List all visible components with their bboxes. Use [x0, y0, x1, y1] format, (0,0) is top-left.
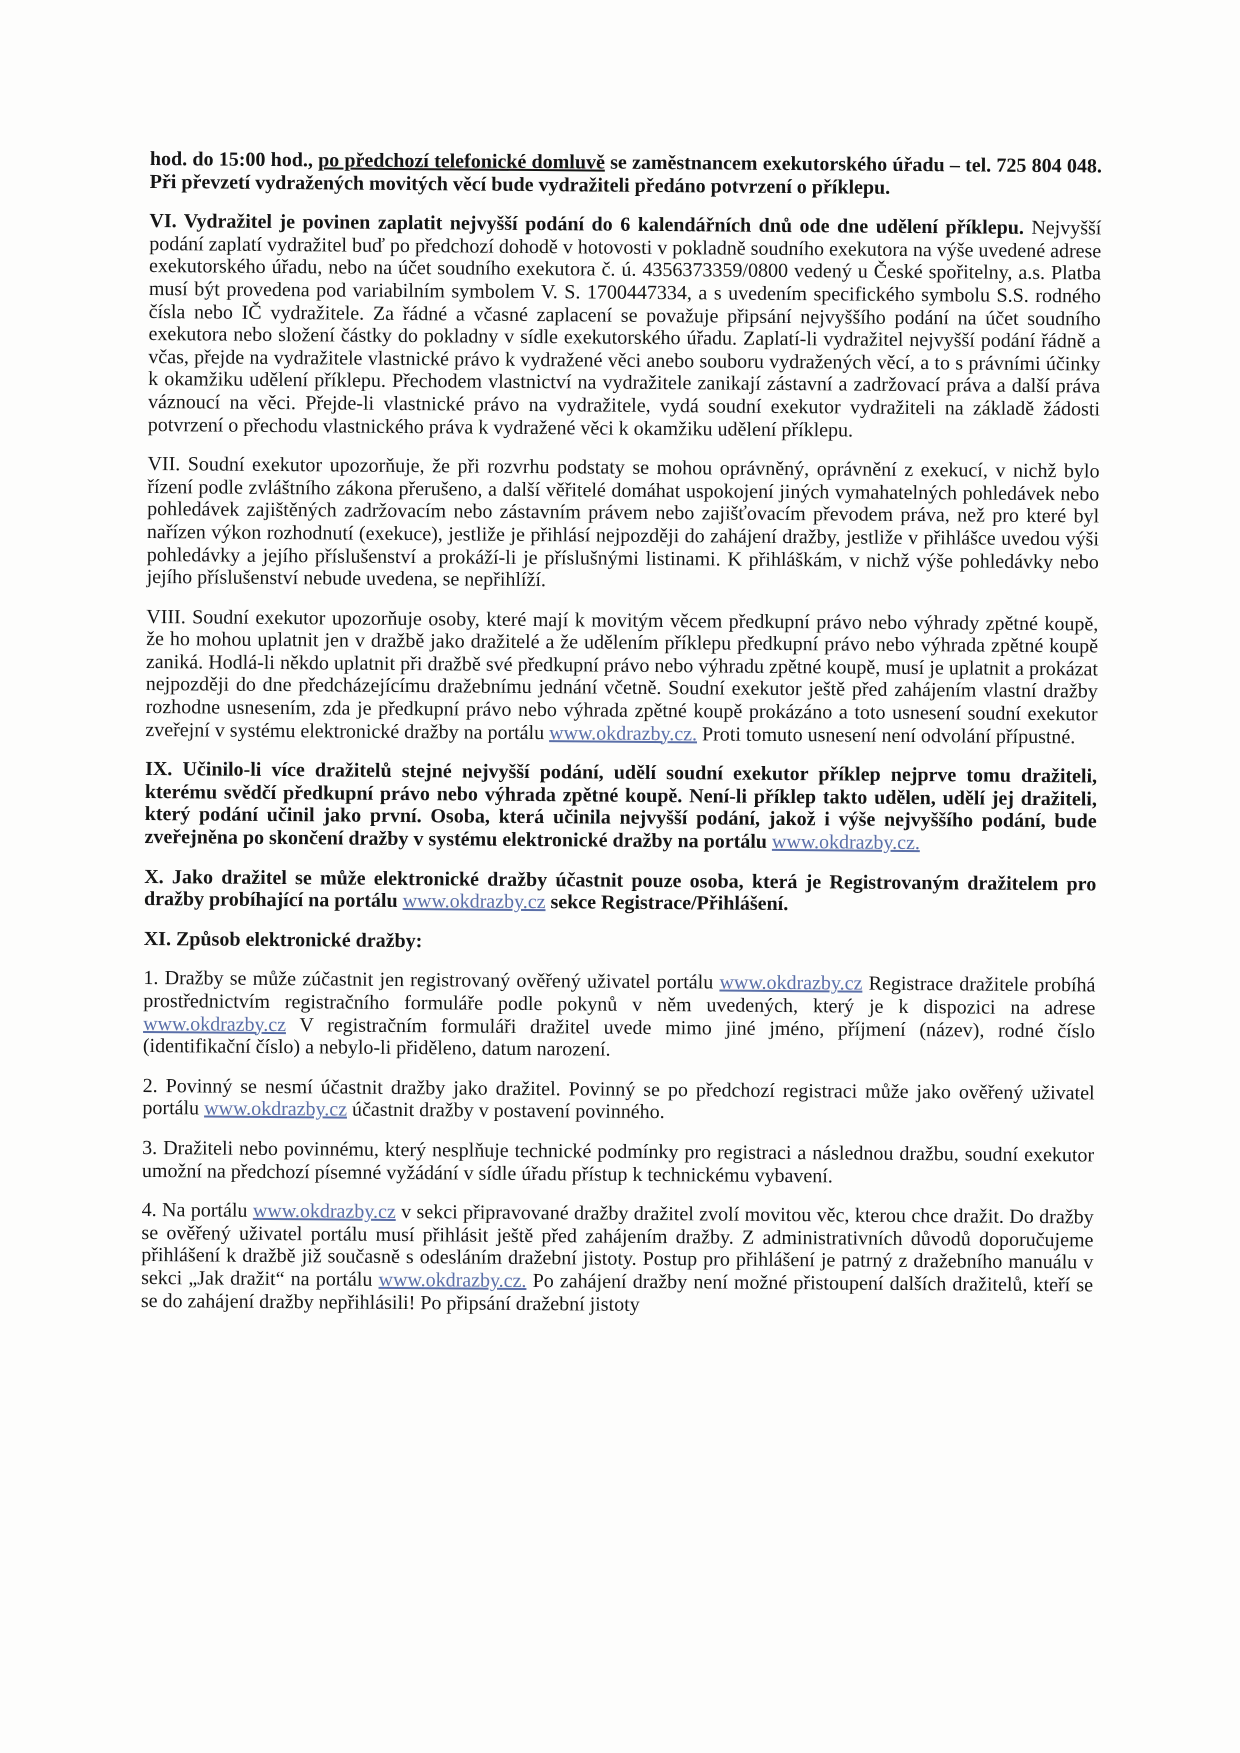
- xi-4-text: 4. Na portálu: [141, 1199, 253, 1222]
- section-ix-text: IX. Učinilo-li více dražitelů stejné nejvyšší podání, udělí soudní exekutor příklep nejprve tomu dražiteli, kterému svědčí předkupní právo nebo výhrada zpětné koupě. Není-li příklep takto udělen, udělí jej dražiteli, který podání učinil jako první. Osoba, která učinila nejvyšší podání, jakož i výše nejvyššího podání, bude zveřejněna po skončení dražby v systému elektronické dražby na portálu: [144, 758, 1098, 853]
- section-ix: [144, 758, 1097, 856]
- paragraph-pickup: [150, 148, 1102, 201]
- section-xi-item-2: [142, 1075, 1094, 1128]
- link-okdrazby-xi4b[interactable]: www.okdrazby.cz.: [378, 1268, 527, 1292]
- xi-1-text-2: Registrace dražitele probíhá prostřednictvím registračního formuláře podle pokynů v něm uvedených, který je k dispozici na adrese: [143, 973, 1096, 1020]
- section-vi-title: VI. Vydražitel je povinen zaplatit nejvyšší podání do 6 kalendářních dnů ode dne udělení příklepu.: [149, 210, 1024, 240]
- xi-1-text-3: V registračním formuláři dražitel uvede mimo jiné jméno, příjmení (název), rodné číslo (identifikační číslo) a nebylo-li přiděleno, datum narození.: [142, 1013, 1096, 1061]
- xi-4-text-2: v sekci připravované dražby dražitel zvolí movitou věc, kterou chce dražit. Do dražby se ověřený uživatel portálu musí přihlásit ještě před zahájením dražby. Z administrativních důvodů doporučujeme přihlášení k dražbě již současně s odesláním dražební jistoty. Postup pro přihlášení je patrný z dražebního manuálu v sekci „Jak dražit“ na portálu: [141, 1201, 1094, 1291]
- xi-1-text: 1. Dražby se může zúčastnit jen registrovaný ověřený uživatel portálu: [143, 967, 720, 994]
- link-okdrazby-xi4a[interactable]: www.okdrazby.cz: [252, 1199, 396, 1224]
- section-viii-end: Proti tomuto usnesení není odvolání přípustné.: [696, 722, 1076, 748]
- document-body: [141, 148, 1102, 1320]
- xi-2-text-2: účastnit dražby v postavení povinného.: [346, 1098, 665, 1124]
- section-viii-text: VIII. Soudní exekutor upozorňuje osoby, které mají k movitým věcem předkupní právo nebo výhrady zpětné koupě, že ho mohou uplatnit jen v dražbě jako dražitelé a že udělením příklepu předkupní právo nebo výhrada zpětné koupě zaniká. Hodlá-li někdo uplatnit při dražbě své předkupní právo nebo výhradu zpětné koupě, musí je uplatnit a prokázat nejpozději do dne předcházejícímu dražebnímu jednání včetně. Soudní exekutor ještě před zahájením vlastní dražby rozhodne usnesením, zda je předkupní právo nebo výhrada zpětné koupě prokázáno a toto usnesení soudní exekutor zveřejní v systému elektronické dražby na portálu: [145, 605, 1099, 744]
- section-xi-item-1: [143, 967, 1096, 1065]
- section-xi-item-3: 3. Dražiteli nebo povinnému, který nesplňuje technické podmínky pro registraci a následnou dražbu, soudní exekutor umožní na předchozí písemné vyžádání v sídle úřadu přístup k technickému vybavení.: [141, 1136, 1095, 1187]
- link-okdrazby-viii[interactable]: www.okdrazby.cz.: [549, 721, 698, 745]
- link-okdrazby-xi1b[interactable]: www.okdrazby.cz: [143, 1012, 287, 1036]
- section-vi: [148, 210, 1102, 443]
- xi-4-text-3: Po zahájení dražby není možné přistoupení dalších dražitelů, kteří se se do zahájení dražby nepřihlásili! Po připsání dražební jistoty: [140, 1269, 1094, 1316]
- pickup-contact: se zaměstnancem exekutorského úřadu – tel. 725 804 048. Při převzetí vydražených movitých věcí bude vydražiteli předáno potvrzení o příklepu.: [149, 151, 1102, 199]
- section-x-text: X. Jako dražitel se může elektronické dražby účastnit pouze osoba, která je Registrovaným dražitelem pro dražby probíhající na portálu: [144, 865, 1097, 913]
- xi-2-text: 2. Povinný se nesmí účastnit dražby jako dražitel. Povinný se po předchozí registraci může jako ověřený uživatel portálu: [142, 1074, 1095, 1120]
- section-vii: VII. Soudní exekutor upozorňuje, že při rozvrhu podstaty se mohou oprávněný, oprávnění z exekucí, v nichž bylo řízení podle zvláštního zákona přerušeno, a další věřitelé domáhat uspokojení jiných vymahatelných pohledávek nebo pohledávek zajištěných zadržovacím nebo zástavním právem nebo zajišťovacím převodem práva, než pro které byl nařízen výkon rozhodnutí (exekuce), jestliže je přihlásí nejpozději do zahájení dražby, jestliže v přihlášce uvedou výši pohledávky a jejího příslušenství a prokáží-li je příslušnými listinami. K přihláškám, v nichž výše pohledávky nebo jejího příslušenství nebude uvedena, se nepřihlíží.: [146, 453, 1100, 592]
- section-xi-heading: XI. Způsob elektronické dražby:: [143, 927, 423, 952]
- link-okdrazby-x[interactable]: www.okdrazby.cz: [402, 890, 546, 914]
- link-okdrazby-xi2[interactable]: www.okdrazby.cz: [204, 1097, 348, 1121]
- section-vi-body: Nejvyšší podání zaplatí vydražitel buď po předchozí dohodě v hotovosti v pokladně soudního exekutora na výše uvedené adrese exekutorského úřadu, nebo na účet soudního exekutora č. ú. 4356373359/0800 vedený u České spořitelny, a.s. Platba musí být provedena pod variabilním symbolem V. S. 1700447334, a s uvedením specifického symbolu S.S. rodného čísla nebo IČ vydražitele. Za řádné a včasné zaplacení se považuje připsání nejvyššího podání na účet soudního exekutora nebo složení částky do pokladny v sídle exekutorského úřadu. Zaplatí-li vydražitel nejvyšší podání řádně a včas, přejde na vydražitele vlastnické právo k vydražené věci anebo souboru vydražených věcí, a to s právními účinky k okamžiku udělení příklepu. Přechodem vlastnictví na vydražitele zanikají zástavní a zadržovací práva a další práva váznoucí na věci. Přejde-li vlastnické právo na vydražitele, vydá soudní exekutor vydražiteli na základě žádosti potvrzení o přechodu vlastnického práva k vydražené věci k okamžiku udělení příklepu.: [147, 217, 1102, 442]
- link-okdrazby-xi1a[interactable]: www.okdrazby.cz: [719, 971, 863, 996]
- link-okdrazby-ix[interactable]: www.okdrazby.cz.: [771, 830, 920, 855]
- section-xi-title: [144, 928, 1096, 958]
- section-xi-item-4: [141, 1199, 1094, 1319]
- section-x: [144, 866, 1096, 919]
- section-x-end: sekce Registrace/Přihlášení.: [545, 891, 789, 916]
- pickup-arrangement: po předchozí telefonické domluvě: [318, 149, 605, 174]
- pickup-hours: hod. do 15:00 hod.,: [149, 148, 319, 172]
- section-viii: [145, 606, 1098, 749]
